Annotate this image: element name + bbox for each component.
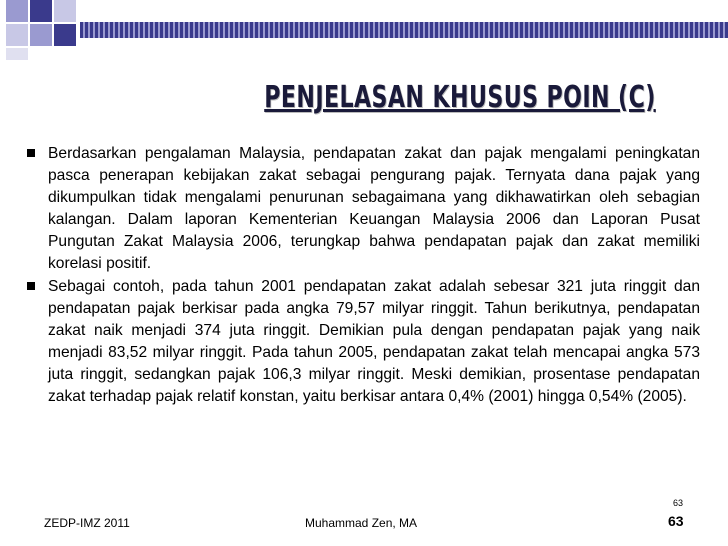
decorative-stripe-bar: [80, 22, 728, 38]
slide-body: [24, 143, 700, 408]
bullet-item: [24, 143, 700, 276]
bullet-item: [24, 276, 700, 409]
slide-number: 63: [668, 513, 684, 529]
square-bullet-icon: [24, 276, 48, 409]
decorative-square: [30, 24, 52, 46]
bullet-text: Sebagai contoh, pada tahun 2001 pendapatan zakat adalah sebesar 321 juta ringgit dan pendapatan pajak berkisar pada angka 79,57 milyar ringgit. Tahun berikutnya, pendapatan zakat naik menjadi 374 juta ringgit. Demikian pula dengan pendapatan pajak yang naik menjadi 83,52 milyar ringgit. Pada tahun 2005, pendapatan zakat telah mencapai angka 573 juta ringgit, sedangkan pajak 106,3 milyar ringgit. Meski demikian, prosentase pendapatan zakat terhadap pajak relatif konstan, yaitu berkisar antara 0,4% (2001) hingga 0,54% (2005).: [48, 277, 700, 406]
slide-number-small: 63: [673, 498, 684, 508]
footer-author: Muhammad Zen, MA: [305, 516, 418, 530]
decorative-square: [54, 24, 76, 46]
decorative-square: [30, 0, 52, 22]
decorative-header-band: [0, 0, 728, 44]
footer-left-label: ZEDP-IMZ 2011: [44, 516, 130, 530]
decorative-square: [54, 0, 76, 22]
decorative-square: [6, 0, 28, 22]
decorative-square: [6, 24, 28, 46]
square-bullet-icon: [24, 143, 48, 276]
bullet-text: Berdasarkan pengalaman Malaysia, pendapatan zakat dan pajak mengalami peningkatan pasca penerapan kebijakan zakat sebagai pengurang pajak. Ternyata dana pajak yang dikumpulkan tidak mengalami penurunan sebagaimana yang dikhawatirkan oleh sebagian kalangan. Dalam laporan Kementerian Keuangan Malaysia 2006 dan Laporan Pusat Pungutan Zakat Malaysia 2006, terungkap bahwa pendapatan pajak dan zakat memiliki korelasi positif.: [48, 145, 700, 273]
slide-title: PENJELASAN KHUSUS POIN (C): [264, 80, 656, 115]
decorative-square: [6, 48, 28, 60]
